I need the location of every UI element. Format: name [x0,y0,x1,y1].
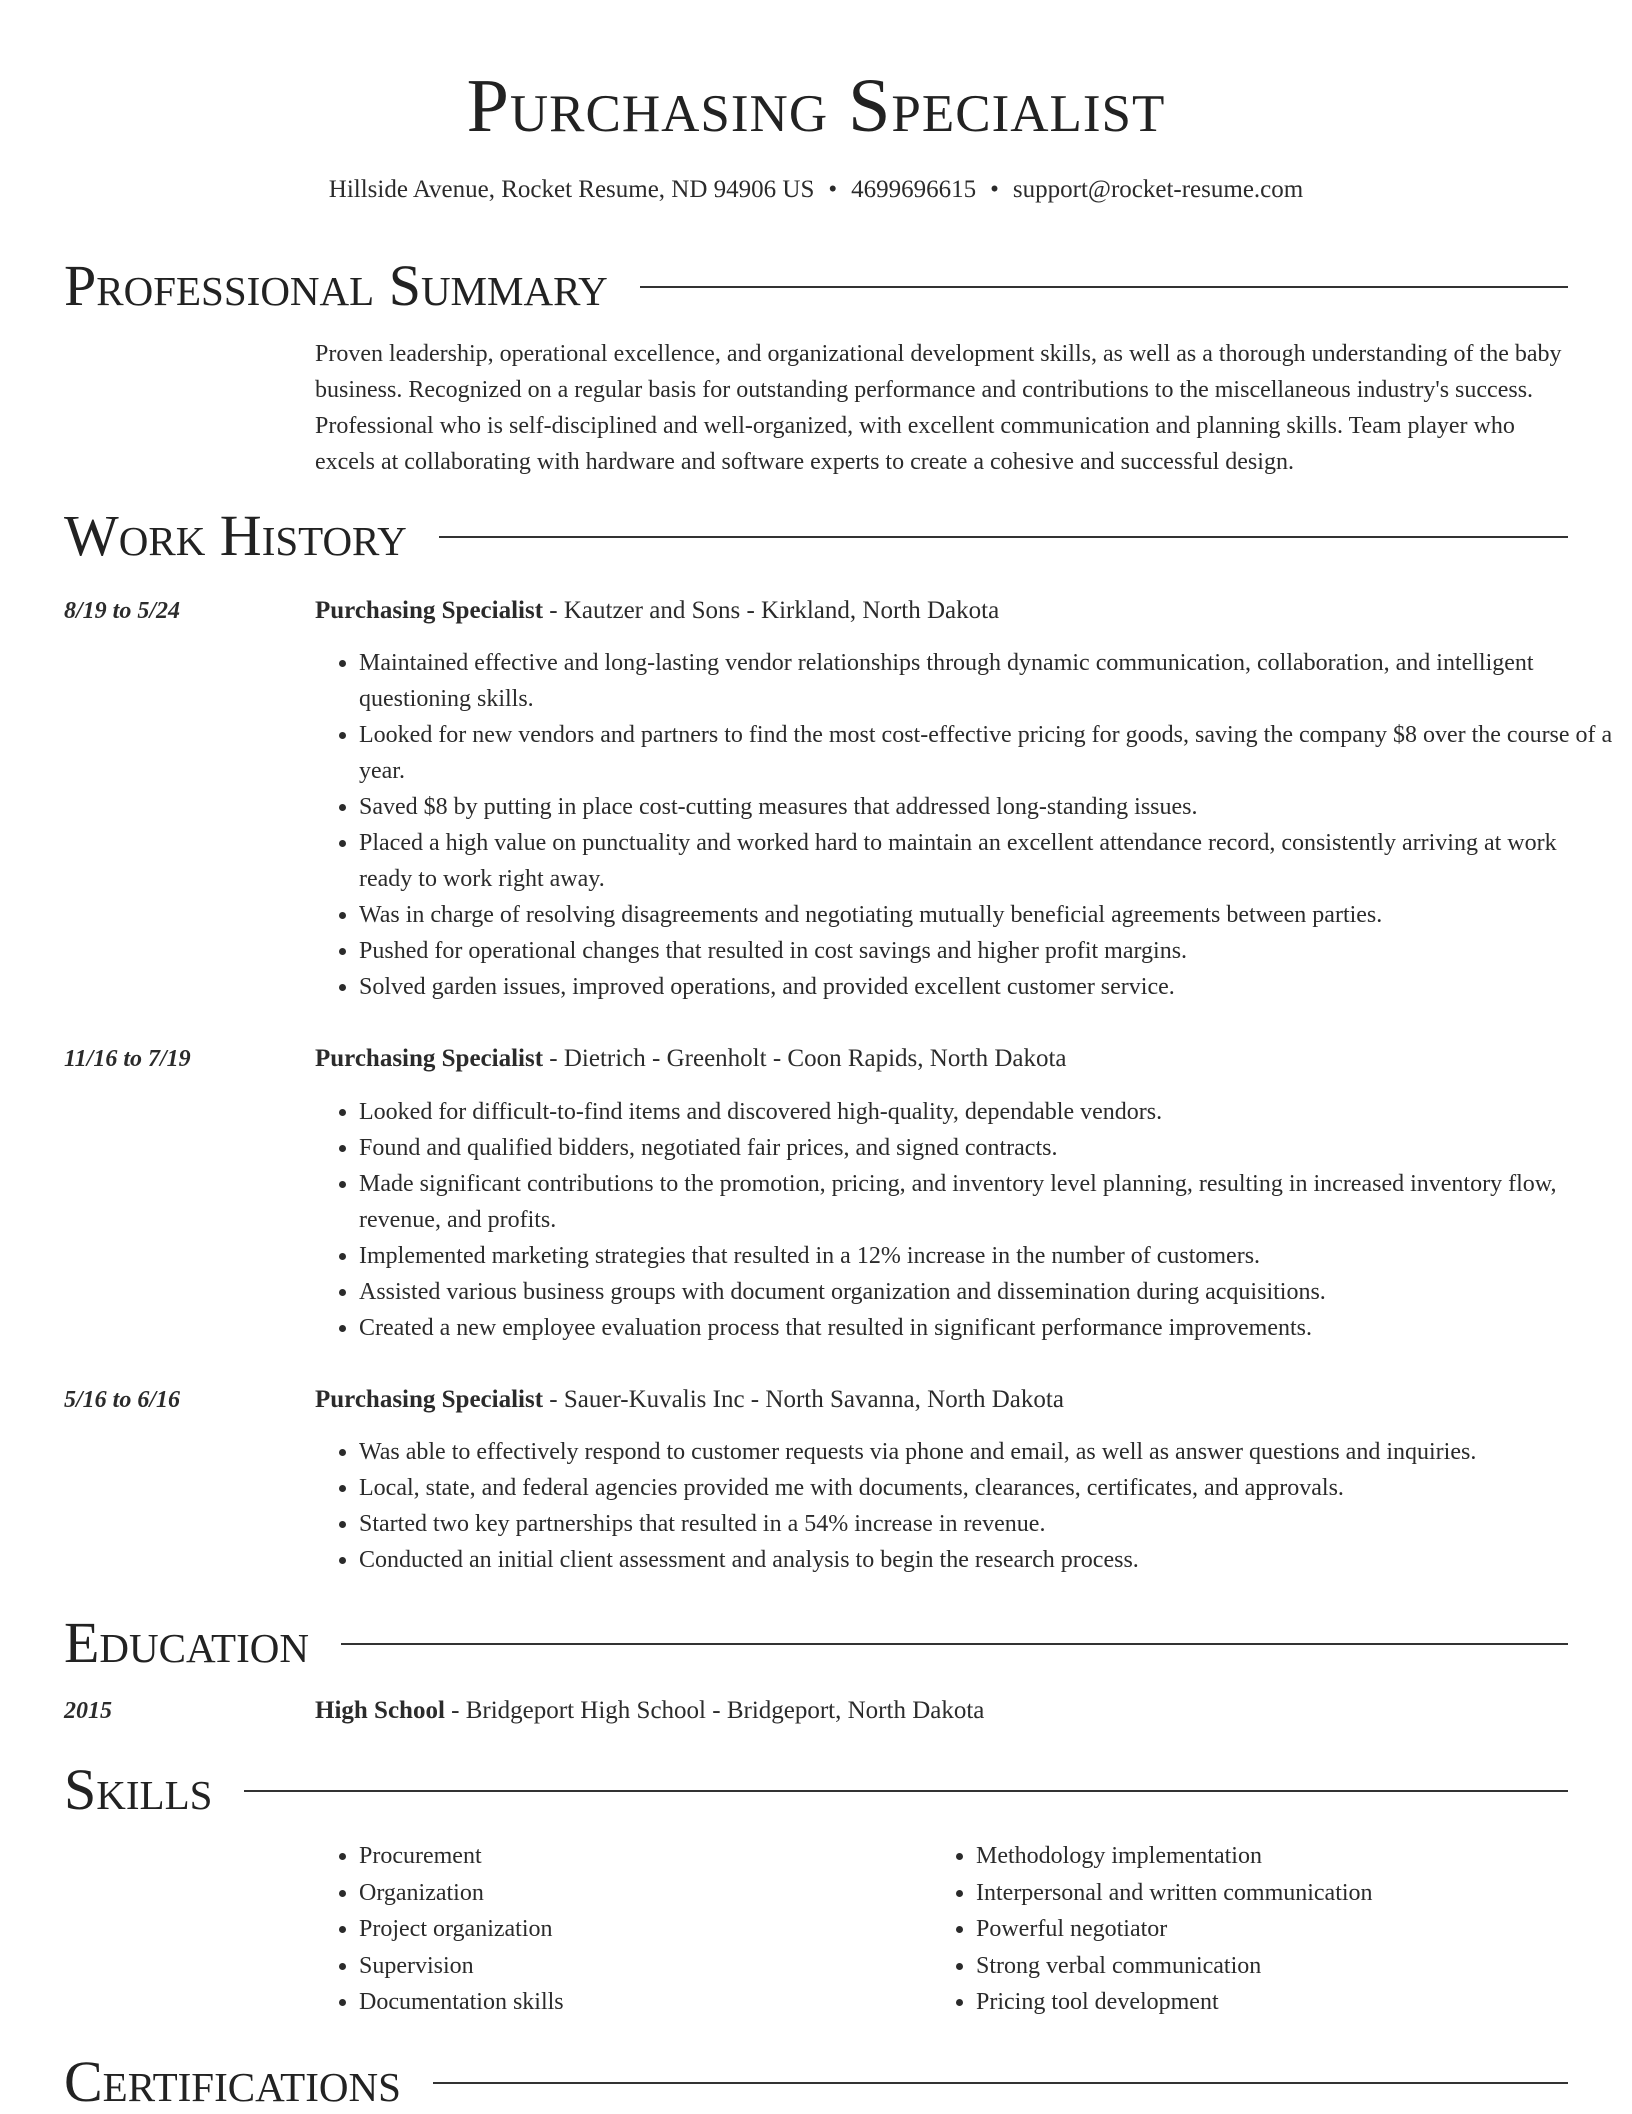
contact-address: Hillside Avenue, Rocket Resume, ND 94906 US [328,176,815,203]
contact-line [0,174,1632,206]
section-divider [341,1643,1568,1645]
section-header-skills [64,1758,1568,1822]
list-item: • Maintained effective and long-lasting vendor relationships through dynamic communication, collaboration, and intelligent questioning skills. [359,645,1614,717]
education-year: 2015 [64,1698,112,1724]
list-item: • Found and qualified bidders, negotiated fair prices, and signed contracts. [359,1130,1614,1166]
education-heading [315,1693,1570,1729]
section-divider [439,536,1568,538]
list-item: • Powerful negotiator [976,1911,1616,1948]
list-item: • Looked for new vendors and partners to find the most cost-effective pricing for goods, saving the company $8 over the course of a year. [359,717,1614,789]
list-item: • Started two key partnerships that resulted in a 54% increase in revenue. [359,1506,1614,1542]
education-degree: High School [315,1697,445,1724]
list-item: • Placed a high value on punctuality and worked hard to maintain an excellent attendance record, consistently arriving at work ready to work right away. [359,825,1614,897]
job-title: Purchasing Specialist [315,1045,544,1072]
contact-phone: 4699696615 [851,176,977,203]
job-title: Purchasing Specialist [315,597,544,624]
list-item: • Supervision [359,1948,919,1985]
job-heading [315,593,1570,629]
job-heading [315,1041,1570,1077]
list-item: • Created a new employee evaluation process that resulted in significant performance improvements. [359,1310,1614,1346]
list-item: • Conducted an initial client assessment and analysis to begin the research process. [359,1542,1614,1578]
skills-list-left [315,1838,919,2021]
section-divider [640,286,1568,288]
list-item: • Saved $8 by putting in place cost-cutting measures that addressed long-standing issues. [359,789,1614,825]
list-item: • Pricing tool development [976,1984,1616,2021]
list-item: • Looked for difficult-to-find items and discovered high-quality, dependable vendors. [359,1094,1614,1130]
job-bullets [315,1434,1614,1578]
job-title: Purchasing Specialist [315,1386,544,1413]
section-title: Certifications [64,2049,401,2114]
section-header-summary [64,254,1568,318]
section-title: Professional Summary [64,253,608,318]
list-item: • Project organization [359,1911,919,1948]
job-dates: 11/16 to 7/19 [64,1046,191,1072]
job-details: - Sauer-Kuvalis Inc - North Savanna, North Dakota [543,1386,1064,1413]
contact-separator: • [990,176,999,203]
list-item: • Local, state, and federal agencies provided me with documents, clearances, certificates, and approvals. [359,1470,1614,1506]
section-header-work-history [64,504,1568,568]
skills-list-right [932,1838,1616,2021]
job-bullets [315,1094,1614,1346]
list-item: • Documentation skills [359,1984,919,2021]
job-heading [315,1382,1570,1418]
list-item: • Was able to effectively respond to customer requests via phone and email, as well as answer questions and inquiries. [359,1434,1614,1470]
job-details: - Kautzer and Sons - Kirkland, North Dakota [543,597,1000,624]
resume-name: Purchasing Specialist [466,64,1166,148]
job-bullets [315,645,1614,1005]
section-header-certifications [64,2050,1568,2114]
summary-text: Proven leadership, operational excellence, and organizational development skills, as well as a thorough understanding of the baby business. Recognized on a regular basis for outstanding performance and contributions to the miscellaneous industry's success. Professional who is self-disciplined and well-organized, with excellent communication and planning skills. Team player who excels at collaborating with hardware and software experts to create a cohesive and successful design. [315,341,1562,475]
section-header-education [64,1611,1568,1675]
list-item: • Interpersonal and written communication [976,1875,1616,1912]
contact-separator: • [828,176,838,203]
list-item: • Implemented marketing strategies that resulted in a 12% increase in the number of customers. [359,1238,1614,1274]
list-item: • Organization [359,1875,919,1912]
section-title: Work History [64,503,407,568]
list-item: • Made significant contributions to the promotion, pricing, and inventory level planning, resulting in increased inventory flow, revenue, and profits. [359,1166,1614,1238]
section-title: Skills [64,1757,213,1822]
education-details: - Bridgeport High School - Bridgeport, North Dakota [444,1697,985,1724]
list-item: • Procurement [359,1838,919,1875]
list-item: • Solved garden issues, improved operations, and provided excellent customer service. [359,969,1614,1005]
section-title: Education [64,1610,309,1675]
section-divider [244,1790,1568,1792]
contact-email[interactable]: support@rocket-resume.com [1012,176,1304,203]
job-dates: 8/19 to 5/24 [64,598,181,624]
list-item: • Assisted various business groups with document organization and dissemination during acquisitions. [359,1274,1614,1310]
section-divider [433,2082,1568,2084]
list-item: • Pushed for operational changes that resulted in cost savings and higher profit margins. [359,933,1614,969]
job-details: - Dietrich - Greenholt - Coon Rapids, North Dakota [543,1045,1067,1072]
list-item: • Methodology implementation [976,1838,1616,1875]
job-dates: 5/16 to 6/16 [64,1387,181,1413]
list-item: • Strong verbal communication [976,1948,1616,1985]
list-item: • Was in charge of resolving disagreements and negotiating mutually beneficial agreements between parties. [359,897,1614,933]
